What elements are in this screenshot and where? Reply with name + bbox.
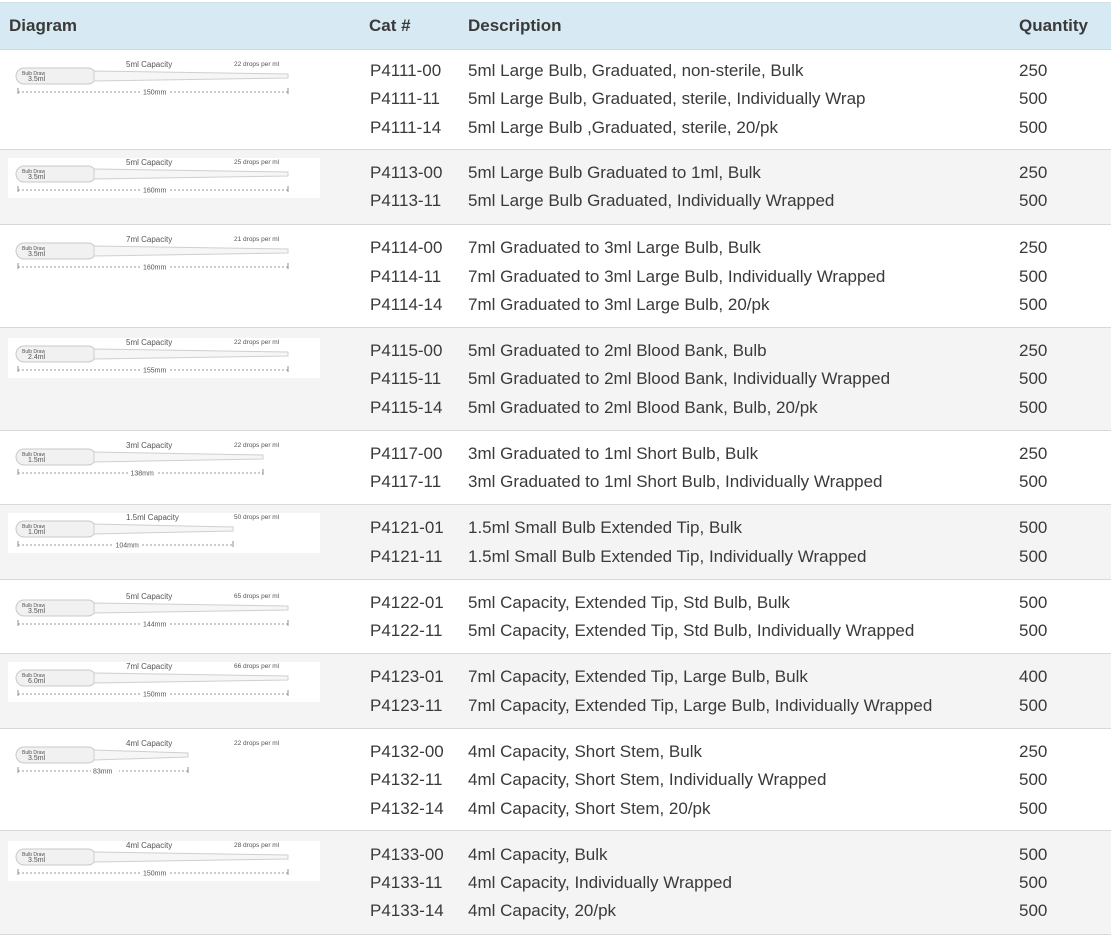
bulb-draw-label: Bulb Draw (22, 169, 46, 175)
length-label: 155mm (143, 367, 167, 375)
table-row (0, 799, 1111, 819)
quantity-cell: 250 (1019, 341, 1048, 360)
cat-number: P4122-01 (370, 593, 444, 612)
cat-number: P4133-11 (370, 873, 443, 892)
product-group (0, 654, 1111, 729)
description-cell: 5ml Large Bulb, Graduated, sterile, Individually Wrap (468, 89, 866, 108)
quantity-cell: 500 (1019, 547, 1048, 566)
table-row (0, 118, 1111, 138)
bulb-draw-label: Bulb Draw (22, 452, 46, 458)
quantity-cell: 500 (1019, 696, 1048, 715)
description-cell: 5ml Large Bulb, Graduated, non-sterile, Bulk (468, 61, 804, 80)
length-label: 83mm (93, 768, 113, 776)
length-label: 160mm (143, 264, 167, 272)
quantity-cell: 250 (1019, 61, 1048, 80)
description-cell: 3ml Graduated to 1ml Short Bulb, Individually Wrapped (468, 472, 883, 491)
table-row (0, 163, 1111, 183)
table-row (0, 870, 1111, 893)
product-group (0, 505, 1111, 580)
product-group (0, 328, 1111, 431)
length-label: 160mm (143, 187, 167, 195)
cat-number: P4115-14 (370, 398, 443, 417)
table-row (0, 341, 1111, 361)
drops-label: 28 drops per ml (234, 842, 280, 849)
description-cell: 5ml Large Bulb ,Graduated, sterile, 20/pk (468, 118, 778, 137)
quantity-cell: 500 (1019, 621, 1048, 640)
capacity-label: 4ml Capacity (126, 739, 173, 748)
table-row (0, 295, 1111, 315)
bulb-draw-label: Bulb Draw (22, 673, 46, 679)
bulb-draw-label: Bulb Draw (22, 603, 46, 609)
table-row (0, 369, 1111, 389)
quantity-cell: 500 (1019, 518, 1048, 537)
description-cell: 5ml Large Bulb Graduated, Individually Wrapped (468, 191, 835, 210)
quantity-cell: 500 (1019, 118, 1048, 137)
table-row (0, 398, 1111, 418)
cat-number: P4114-11 (370, 267, 442, 286)
cat-number: P4132-11 (370, 770, 443, 789)
capacity-label: 4ml Capacity (126, 841, 173, 850)
description-cell: 4ml Capacity, Short Stem, Individually Wrapped (468, 770, 827, 789)
cat-number: P4117-11 (370, 472, 442, 491)
quantity-cell: 500 (1019, 89, 1048, 108)
capacity-label: 7ml Capacity (126, 662, 173, 671)
bulb-draw-label: Bulb Draw (22, 349, 46, 355)
table-row (0, 472, 1111, 492)
description-cell: 7ml Capacity, Extended Tip, Large Bulb, Bulk (468, 667, 808, 686)
bulb-draw-label: Bulb Draw (22, 750, 46, 756)
length-label: 138mm (130, 470, 154, 478)
description-cell: 4ml Capacity, Bulk (468, 845, 608, 864)
cat-number: P4114-14 (370, 295, 443, 314)
table-row (0, 696, 1111, 716)
header-quantity: Quantity (1019, 16, 1088, 35)
table-row (0, 593, 1111, 613)
header-description: Description (468, 16, 562, 35)
description-cell: 3ml Graduated to 1ml Short Bulb, Bulk (468, 444, 759, 463)
description-cell: 7ml Graduated to 3ml Large Bulb, Bulk (468, 238, 761, 257)
drops-label: 22 drops per ml (234, 442, 280, 449)
bulb-draw-label: Bulb Draw (22, 852, 46, 858)
bulb-draw-label: Bulb Draw (22, 246, 46, 252)
table-row (0, 444, 1111, 464)
description-cell: 5ml Capacity, Extended Tip, Std Bulb, Bulk (468, 593, 790, 612)
bulb-draw-volume: 1.5ml (28, 457, 46, 464)
length-label: 150mm (143, 870, 167, 878)
cat-number: P4113-11 (370, 191, 442, 210)
bulb-draw-volume: 3.5ml (28, 174, 46, 181)
bulb-draw-volume: 2.4ml (28, 354, 46, 361)
table-row (0, 901, 1111, 921)
description-cell: 5ml Capacity, Extended Tip, Std Bulb, Individually Wrapped (468, 621, 915, 640)
quantity-cell: 500 (1019, 398, 1048, 417)
quantity-cell: 500 (1019, 770, 1048, 789)
drops-label: 25 drops per ml (234, 159, 280, 166)
product-group (0, 580, 1111, 654)
header-cat: Cat # (369, 16, 411, 35)
description-cell: 4ml Capacity, Short Stem, 20/pk (468, 799, 711, 818)
capacity-label: 5ml Capacity (126, 60, 173, 69)
quantity-cell: 500 (1019, 799, 1048, 818)
cat-number: P4123-11 (370, 696, 443, 715)
description-cell: 5ml Graduated to 2ml Blood Bank, Bulb, 20/pk (468, 398, 818, 417)
quantity-cell: 250 (1019, 742, 1048, 761)
drops-label: 65 drops per ml (234, 593, 280, 600)
table-row (0, 770, 1111, 790)
cat-number: P4115-00 (370, 341, 443, 360)
description-cell: 4ml Capacity, Short Stem, Bulk (468, 742, 702, 761)
length-label: 150mm (143, 89, 167, 97)
description-cell: 5ml Graduated to 2ml Blood Bank, Individually Wrapped (468, 369, 891, 388)
table-row (0, 742, 1111, 762)
description-cell: 5ml Graduated to 2ml Blood Bank, Bulb (468, 341, 767, 360)
product-group (0, 729, 1111, 831)
product-group (0, 831, 1111, 935)
table-header (0, 2, 1111, 50)
cat-number: P4111-00 (370, 61, 442, 80)
quantity-cell: 500 (1019, 845, 1048, 864)
description-cell: 7ml Capacity, Extended Tip, Large Bulb, Individually Wrapped (468, 696, 933, 715)
table-row (0, 61, 1111, 81)
table-row (0, 191, 1111, 211)
description-cell: 4ml Capacity, Individually Wrapped (468, 873, 732, 892)
quantity-cell: 250 (1019, 238, 1048, 257)
capacity-label: 5ml Capacity (126, 592, 173, 601)
description-cell: 5ml Large Bulb Graduated to 1ml, Bulk (468, 163, 761, 182)
quantity-cell: 500 (1019, 191, 1048, 210)
capacity-label: 3ml Capacity (126, 441, 173, 450)
table-row (0, 621, 1111, 641)
table-row (0, 264, 1111, 287)
cat-number: P4121-01 (370, 518, 444, 537)
capacity-label: 1.5ml Capacity (126, 513, 179, 522)
cat-number: P4122-11 (370, 621, 443, 640)
drops-label: 50 drops per ml (234, 514, 280, 521)
bulb-draw-volume: 3.5ml (28, 608, 46, 615)
bulb-draw-volume: 3.5ml (28, 76, 46, 83)
drops-label: 22 drops per ml (234, 61, 280, 68)
drops-label: 22 drops per ml (234, 740, 280, 747)
quantity-cell: 500 (1019, 267, 1048, 286)
bulb-draw-volume: 3.5ml (28, 857, 46, 864)
description-cell: 7ml Graduated to 3ml Large Bulb, 20/pk (468, 295, 770, 314)
cat-number: P4115-11 (370, 369, 442, 388)
cat-number: P4132-00 (370, 742, 444, 761)
quantity-cell: 250 (1019, 163, 1048, 182)
cat-number: P4133-00 (370, 845, 444, 864)
product-group (0, 150, 1111, 225)
drops-label: 21 drops per ml (234, 236, 280, 243)
quantity-cell: 500 (1019, 369, 1048, 388)
quantity-cell: 500 (1019, 901, 1048, 920)
table-row (0, 667, 1111, 687)
table-row (0, 238, 1111, 258)
drops-label: 66 drops per ml (234, 663, 280, 670)
cat-number: P4114-00 (370, 238, 443, 257)
product-group (0, 225, 1111, 328)
drops-label: 22 drops per ml (234, 339, 280, 346)
cat-number: P4117-00 (370, 444, 443, 463)
product-group (0, 48, 1111, 150)
description-cell: 1.5ml Small Bulb Extended Tip, Individually Wrapped (468, 547, 867, 566)
cat-number: P4121-11 (370, 547, 443, 566)
bulb-draw-volume: 3.5ml (28, 755, 46, 762)
bulb-draw-volume: 1.0ml (28, 529, 46, 536)
cat-number: P4123-01 (370, 667, 444, 686)
quantity-cell: 250 (1019, 444, 1048, 463)
table-row (0, 89, 1111, 109)
cat-number: P4111-11 (370, 89, 440, 108)
bulb-draw-label: Bulb Draw (22, 524, 46, 530)
quantity-cell: 500 (1019, 873, 1048, 892)
cat-number: P4132-14 (370, 799, 444, 818)
length-label: 150mm (143, 691, 167, 699)
table-row (0, 845, 1111, 865)
cat-number: P4113-00 (370, 163, 443, 182)
cat-number: P4133-14 (370, 901, 444, 920)
quantity-cell: 500 (1019, 593, 1048, 612)
description-cell: 1.5ml Small Bulb Extended Tip, Bulk (468, 518, 743, 537)
quantity-cell: 500 (1019, 472, 1048, 491)
table-row (0, 518, 1111, 538)
capacity-label: 5ml Capacity (126, 338, 173, 347)
length-label: 104mm (115, 542, 139, 550)
cat-number: P4111-14 (370, 118, 442, 137)
capacity-label: 7ml Capacity (126, 235, 173, 244)
quantity-cell: 500 (1019, 295, 1048, 314)
bulb-draw-label: Bulb Draw (22, 71, 46, 77)
header-diagram: Diagram (9, 16, 78, 35)
description-cell: 4ml Capacity, 20/pk (468, 901, 617, 920)
description-cell: 7ml Graduated to 3ml Large Bulb, Individually Wrapped (468, 267, 886, 286)
table-row (0, 547, 1111, 567)
length-label: 144mm (143, 621, 167, 629)
capacity-label: 5ml Capacity (126, 158, 173, 167)
bulb-draw-volume: 6.0ml (28, 678, 46, 685)
quantity-cell: 400 (1019, 667, 1048, 686)
product-group (0, 431, 1111, 505)
bulb-draw-volume: 3.5ml (28, 251, 46, 258)
